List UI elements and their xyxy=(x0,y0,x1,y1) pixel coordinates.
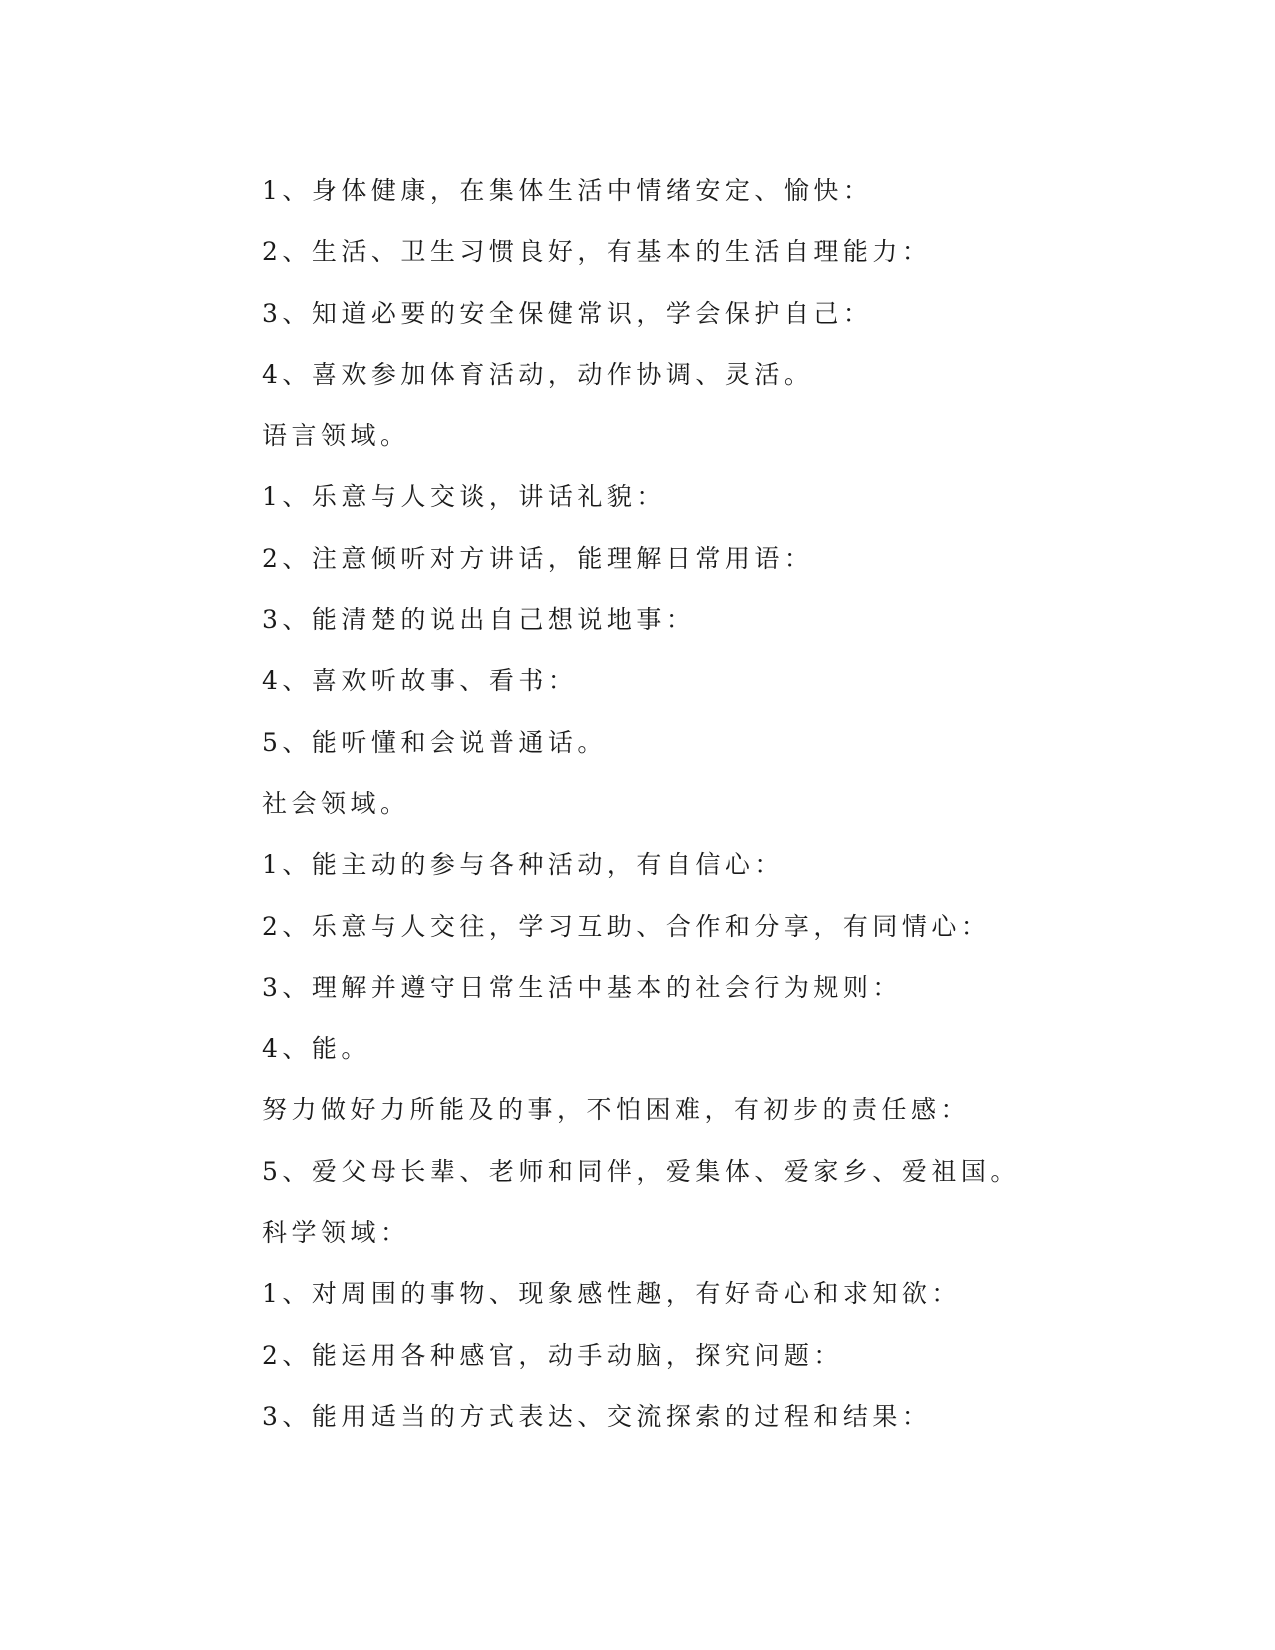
list-item: 1、能主动的参与各种活动，有自信心： xyxy=(262,850,784,880)
list-item: 2、能运用各种感官，动手动脑，探究问题： xyxy=(262,1340,843,1370)
list-item: 5、能听懂和会说普通话。 xyxy=(262,727,607,757)
list-item: 1、对周围的事物、现象感性趣，有好奇心和求知欲： xyxy=(262,1279,961,1309)
list-item: 4、喜欢听故事、看书： xyxy=(262,666,578,696)
document-body xyxy=(262,160,1122,1447)
section-heading-language: 语言领域。 xyxy=(262,421,410,451)
list-item: 3、知道必要的安全保健常识，学会保护自己： xyxy=(262,298,873,328)
section-heading-science: 科学领域： xyxy=(262,1218,410,1248)
list-item: 5、爱父母长辈、老师和同伴，爱集体、爱家乡、爱祖国。 xyxy=(262,1156,1020,1186)
list-item: 3、能清楚的说出自己想说地事： xyxy=(262,605,696,635)
list-item: 3、理解并遵守日常生活中基本的社会行为规则： xyxy=(262,972,902,1002)
list-item: 1、乐意与人交谈，讲话礼貌： xyxy=(262,482,666,512)
list-item: 4、喜欢参加体育活动，动作协调、灵活。 xyxy=(262,359,814,389)
list-item: 2、乐意与人交往，学习互助、合作和分享，有同情心： xyxy=(262,911,991,941)
section-heading-social: 社会领域。 xyxy=(262,788,410,818)
list-item: 2、注意倾听对方讲话，能理解日常用语： xyxy=(262,543,814,573)
list-item: 1、身体健康，在集体生活中情绪安定、愉快： xyxy=(262,176,873,205)
list-item: 2、生活、卫生习惯良好，有基本的生活自理能力： xyxy=(262,237,932,267)
list-item: 3、能用适当的方式表达、交流探索的过程和结果： xyxy=(262,1401,932,1431)
paragraph-line: 努力做好力所能及的事，不怕困难，有初步的责任感： xyxy=(262,1095,971,1125)
list-item: 4、能。 xyxy=(262,1034,371,1064)
